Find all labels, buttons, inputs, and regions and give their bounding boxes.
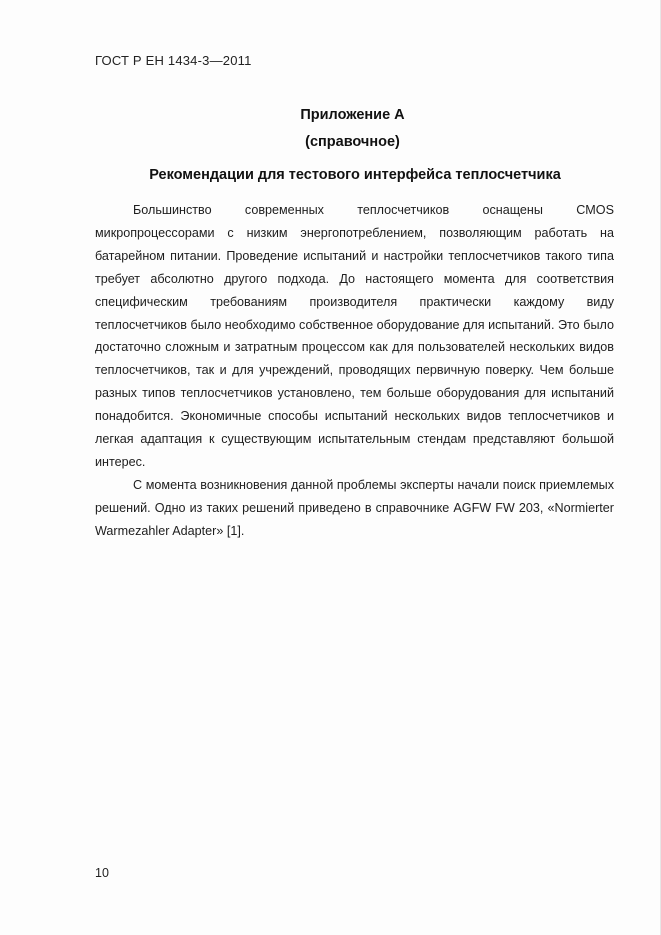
- body-text: [95, 199, 614, 543]
- appendix-title: Приложение А: [300, 107, 405, 123]
- page-number: 10: [95, 866, 109, 880]
- standard-code-header: ГОСТ Р ЕН 1434-3—2011: [95, 53, 252, 68]
- appendix-status: (справочное): [305, 134, 400, 150]
- section-heading: Рекомендации для тестового интерфейса теплосчетчика: [149, 167, 561, 183]
- paragraph: С момента возникновения данной проблемы эксперты начали поиск приемлемых решений. Одно из таких решений приведено в справочнике AGFW FW 203, «Normierter Warmezahler Adapter» [1].: [95, 477, 614, 538]
- paragraph: Большинство современных теплосчетчиков оснащены CMOS микропроцессорами с низким энергопотреблением, позволяющим работать на батарейном питании. Проведение испытаний и настройки теплосчетчиков такого типа требует абсолютно другого подхода. До настоящего момента для соответствия специфическим требованиям производителя практически каждому виду теплосчетчиков было необходимо собственное оборудование для испытаний. Это было достаточно сложным и затратным процессом как для пользователей нескольких видов теплосчетчиков, так и для учреждений, проводящих первичную поверку. Чем больше разных типов теплосчетчиков установлено, тем больше оборудования для испытаний понадобится. Экономичные способы испытаний нескольких видов теплосчетчиков и легкая адаптация к существующим испытательным стендам представляют большой интерес.: [95, 203, 614, 469]
